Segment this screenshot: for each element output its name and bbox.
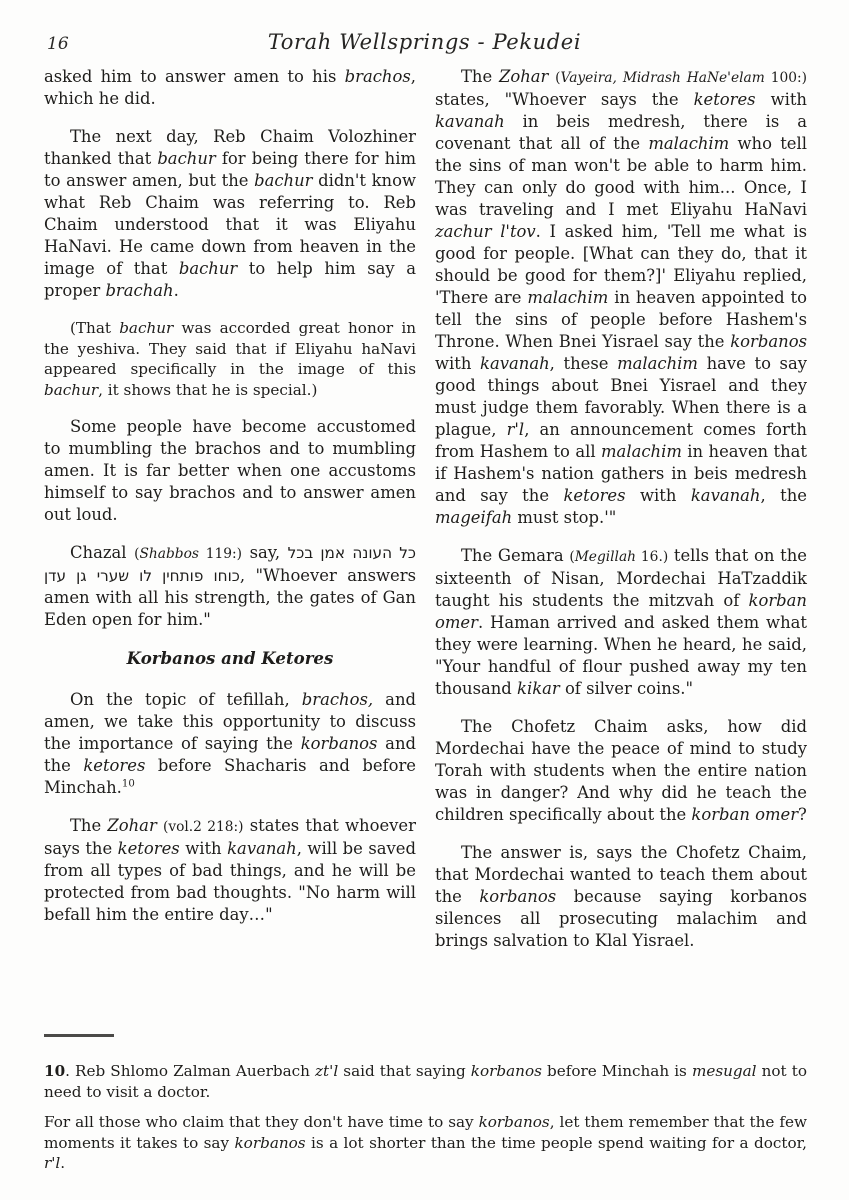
text-run: For all those who claim that they don't have time to say <box>44 1113 479 1131</box>
text-run: . Reb Shlomo Zalman Auerbach <box>65 1062 316 1080</box>
text-run: The next day, Reb Chaim Volozhiner thanked that <box>44 127 416 168</box>
text-run: Korbanos <box>126 648 216 668</box>
text-run: mageifah <box>435 508 513 527</box>
text-run: ketores <box>117 839 180 858</box>
text-run: malachim <box>601 442 682 461</box>
left-column <box>44 66 416 968</box>
text-run: bachur <box>119 319 174 337</box>
text-run: ? <box>798 805 807 824</box>
text-run: (vol.2 218:) <box>162 819 244 835</box>
text-run: malachim <box>527 288 609 307</box>
text-run: and amen, we take this opportunity to discuss the importance of saying the <box>44 690 417 753</box>
text-run: is a lot shorter than the time people spend waiting for a doctor, <box>305 1133 808 1152</box>
text-run: malachim <box>648 134 730 153</box>
text-run: The Gemara <box>461 546 570 565</box>
text-run: bachur <box>157 149 216 168</box>
text-run: ( <box>555 70 561 86</box>
text-run: kavanah <box>690 486 761 505</box>
body-paragraph <box>44 416 416 526</box>
text-run: ketores <box>83 756 146 775</box>
text-run: didn't know what Reb Chaim was referring to. Reb Chaim understood that it was Eliyahu HaNavi. He came down from heaven in the image of that <box>44 171 416 278</box>
text-run: korban omer <box>691 805 799 824</box>
text-run: not to need to visit a doctor. <box>44 1062 807 1101</box>
text-run: must stop.'" <box>512 508 617 527</box>
text-run: The answer is, says the Chofetz Chaim, that Mordechai wanted to teach them about the <box>435 843 807 906</box>
text-run: malachim <box>617 354 698 373</box>
book-title: Torah Wellsprings - Pekudei <box>267 30 582 54</box>
text-run: brachos <box>344 67 411 86</box>
text-run: , the <box>760 486 807 505</box>
text-run: (That <box>70 319 120 337</box>
text-run: ketores <box>693 90 756 109</box>
text-run: in heaven that if Hashem's nation gathers in beis medresh and say the <box>435 442 807 505</box>
text-run: korbanos <box>730 332 807 351</box>
text-run: korbanos <box>479 887 557 906</box>
text-run: because saying korbanos silences all prosecuting malachim and brings salvation to Klal Yisrael. <box>435 887 807 950</box>
text-run: and the <box>44 734 417 775</box>
page-header <box>0 30 849 64</box>
text-run: say, <box>242 543 288 562</box>
text-run: mesugal <box>691 1062 757 1080</box>
text-run: Shabbos <box>139 546 199 562</box>
text-run: , which he did. <box>44 67 416 108</box>
text-run: states that whoever says the <box>44 816 416 858</box>
text-run: Some people have become accustomed to mumbling the brachos and to mumbling amen. It is far better when one accustoms himself to say brachos and to answer amen out loud. <box>44 417 416 524</box>
section-heading <box>44 647 416 669</box>
text-run: 10 <box>44 1062 66 1080</box>
hebrew-text-run: כל העונה אמן בכל כוחו פותחין לו שערי גן עדן <box>44 544 417 585</box>
text-run: . <box>60 1154 66 1172</box>
text-run: . <box>173 281 179 300</box>
text-run: korbanos <box>300 734 378 753</box>
text-run: korbanos <box>478 1113 550 1131</box>
text-run: . I asked him, 'Tell me what is good for people. [What can they do, that it should be good for them?]' Eliyahu replied, 'There are <box>435 222 807 307</box>
text-run: korbanos <box>470 1062 542 1080</box>
body-paragraph <box>44 542 416 631</box>
body-paragraph <box>44 815 416 926</box>
right-column <box>435 66 807 968</box>
text-run: zt'l <box>315 1062 339 1080</box>
text-run: zachur l'tov <box>435 222 536 241</box>
text-run: . Haman arrived and asked them what they were learning. When he heard, he said, "Your handful of flour pushed away my ten thousand <box>435 613 807 698</box>
text-run: Zohar <box>498 67 549 86</box>
text-run: have to say good things about Bnei Yisrael and they must judge them favorably. When there is a plague, <box>435 354 808 439</box>
body-paragraph <box>435 716 807 826</box>
footnote-rule <box>44 1034 114 1037</box>
text-run: , "Whoever answers amen with all his strength, the gates of Gan Eden open for him." <box>44 566 416 629</box>
text-run: and <box>215 648 262 668</box>
text-run: Chazal <box>70 543 135 562</box>
text-run: kavanah <box>227 839 297 858</box>
text-run: states, "Whoever says the <box>435 90 694 109</box>
text-run: bachur <box>254 171 313 190</box>
footnote-paragraph <box>44 1061 807 1102</box>
text-run: who tell the sins of man won't be able to harm him. They can only do good with him... Once, I was traveling and I met Eliyahu HaNavi <box>435 134 807 219</box>
text-run: , let them remember that the few moments it takes to say <box>44 1113 807 1152</box>
text-run: to help him say a proper <box>44 259 416 300</box>
text-run: in beis medresh, there is a covenant that all of the <box>435 112 807 153</box>
body-paragraph <box>44 126 416 302</box>
text-run: The <box>70 816 108 835</box>
text-run: ( <box>569 549 575 565</box>
page-number: 16 <box>47 34 69 54</box>
text-run: tells that on the sixteenth of Nisan, Mordechai HaTzaddik taught his students the mitzvah of <box>435 546 807 610</box>
body-paragraph <box>435 545 807 700</box>
text-run: 10 <box>121 778 135 790</box>
text-run: Ketores <box>261 648 334 668</box>
text-run: for being there for him to answer amen, but the <box>44 149 416 190</box>
text-run: brachah <box>105 281 174 300</box>
text-run: 119:) <box>198 546 242 562</box>
text-run: Megillah <box>574 549 637 565</box>
text-run: ketores <box>563 486 626 505</box>
text-run: brachos, <box>301 690 374 709</box>
text-run: , these <box>549 354 618 373</box>
text-run: ( <box>134 546 140 562</box>
text-run: of silver coins." <box>559 679 693 698</box>
body-paragraph <box>435 66 807 529</box>
text-run: bachur <box>44 380 99 399</box>
text-run: kavanah <box>480 354 550 373</box>
text-run: The <box>461 67 499 86</box>
text-run: , it shows that he is special.) <box>98 380 318 399</box>
text-run: in heaven appointed to tell the sins of people before Hashem's Throne. When Bnei Yisrael say the <box>435 288 807 351</box>
text-run: r'l <box>506 420 525 439</box>
body-paragraph <box>44 318 416 400</box>
text-run: The Chofetz Chaim asks, how did Mordechai have the peace of mind to study Torah with students when the entire nation was in danger? And why did he teach the children specifically about the <box>435 717 807 824</box>
two-column-body <box>44 66 807 968</box>
text-run: 100:) <box>764 70 807 86</box>
text-run: Vayeira, Midrash HaNe'elam <box>560 70 765 86</box>
text-run: before Shacharis and before Minchah. <box>44 756 416 797</box>
text-run: bachur <box>178 259 238 278</box>
footnote-paragraph <box>44 1112 807 1174</box>
text-run: with <box>755 90 807 109</box>
text-run: was accorded great honor in the yeshiva. They said that if Eliyahu haNavi appeared specifically in the image of this <box>44 319 416 378</box>
body-paragraph <box>435 842 807 952</box>
text-run: On the topic of tefillah, <box>70 690 302 709</box>
text-run: , will be saved from all types of bad things, and he will be protected from bad thoughts. "No harm will befall him the entire day…" <box>44 839 416 924</box>
text-run: korban omer <box>435 591 807 632</box>
body-paragraph <box>44 689 416 799</box>
text-run: with <box>435 354 481 373</box>
text-run: said that saying <box>338 1062 471 1080</box>
body-paragraph <box>44 66 416 110</box>
text-run: with <box>625 486 691 505</box>
text-run: , an announcement comes forth from Hashem to all <box>435 420 807 461</box>
footnote-text <box>44 1061 807 1174</box>
text-run: kikar <box>517 679 560 698</box>
text-run: with <box>179 839 228 858</box>
text-run: r'l <box>44 1154 61 1172</box>
text-run: kavanah <box>435 112 505 131</box>
text-run: asked him to answer amen to his <box>44 67 345 86</box>
footnote-area <box>44 1028 807 1184</box>
text-run: Zohar <box>107 816 157 835</box>
text-run: korbanos <box>234 1133 306 1152</box>
text-run: before Minchah is <box>541 1062 692 1080</box>
text-run: 16.) <box>636 549 669 565</box>
